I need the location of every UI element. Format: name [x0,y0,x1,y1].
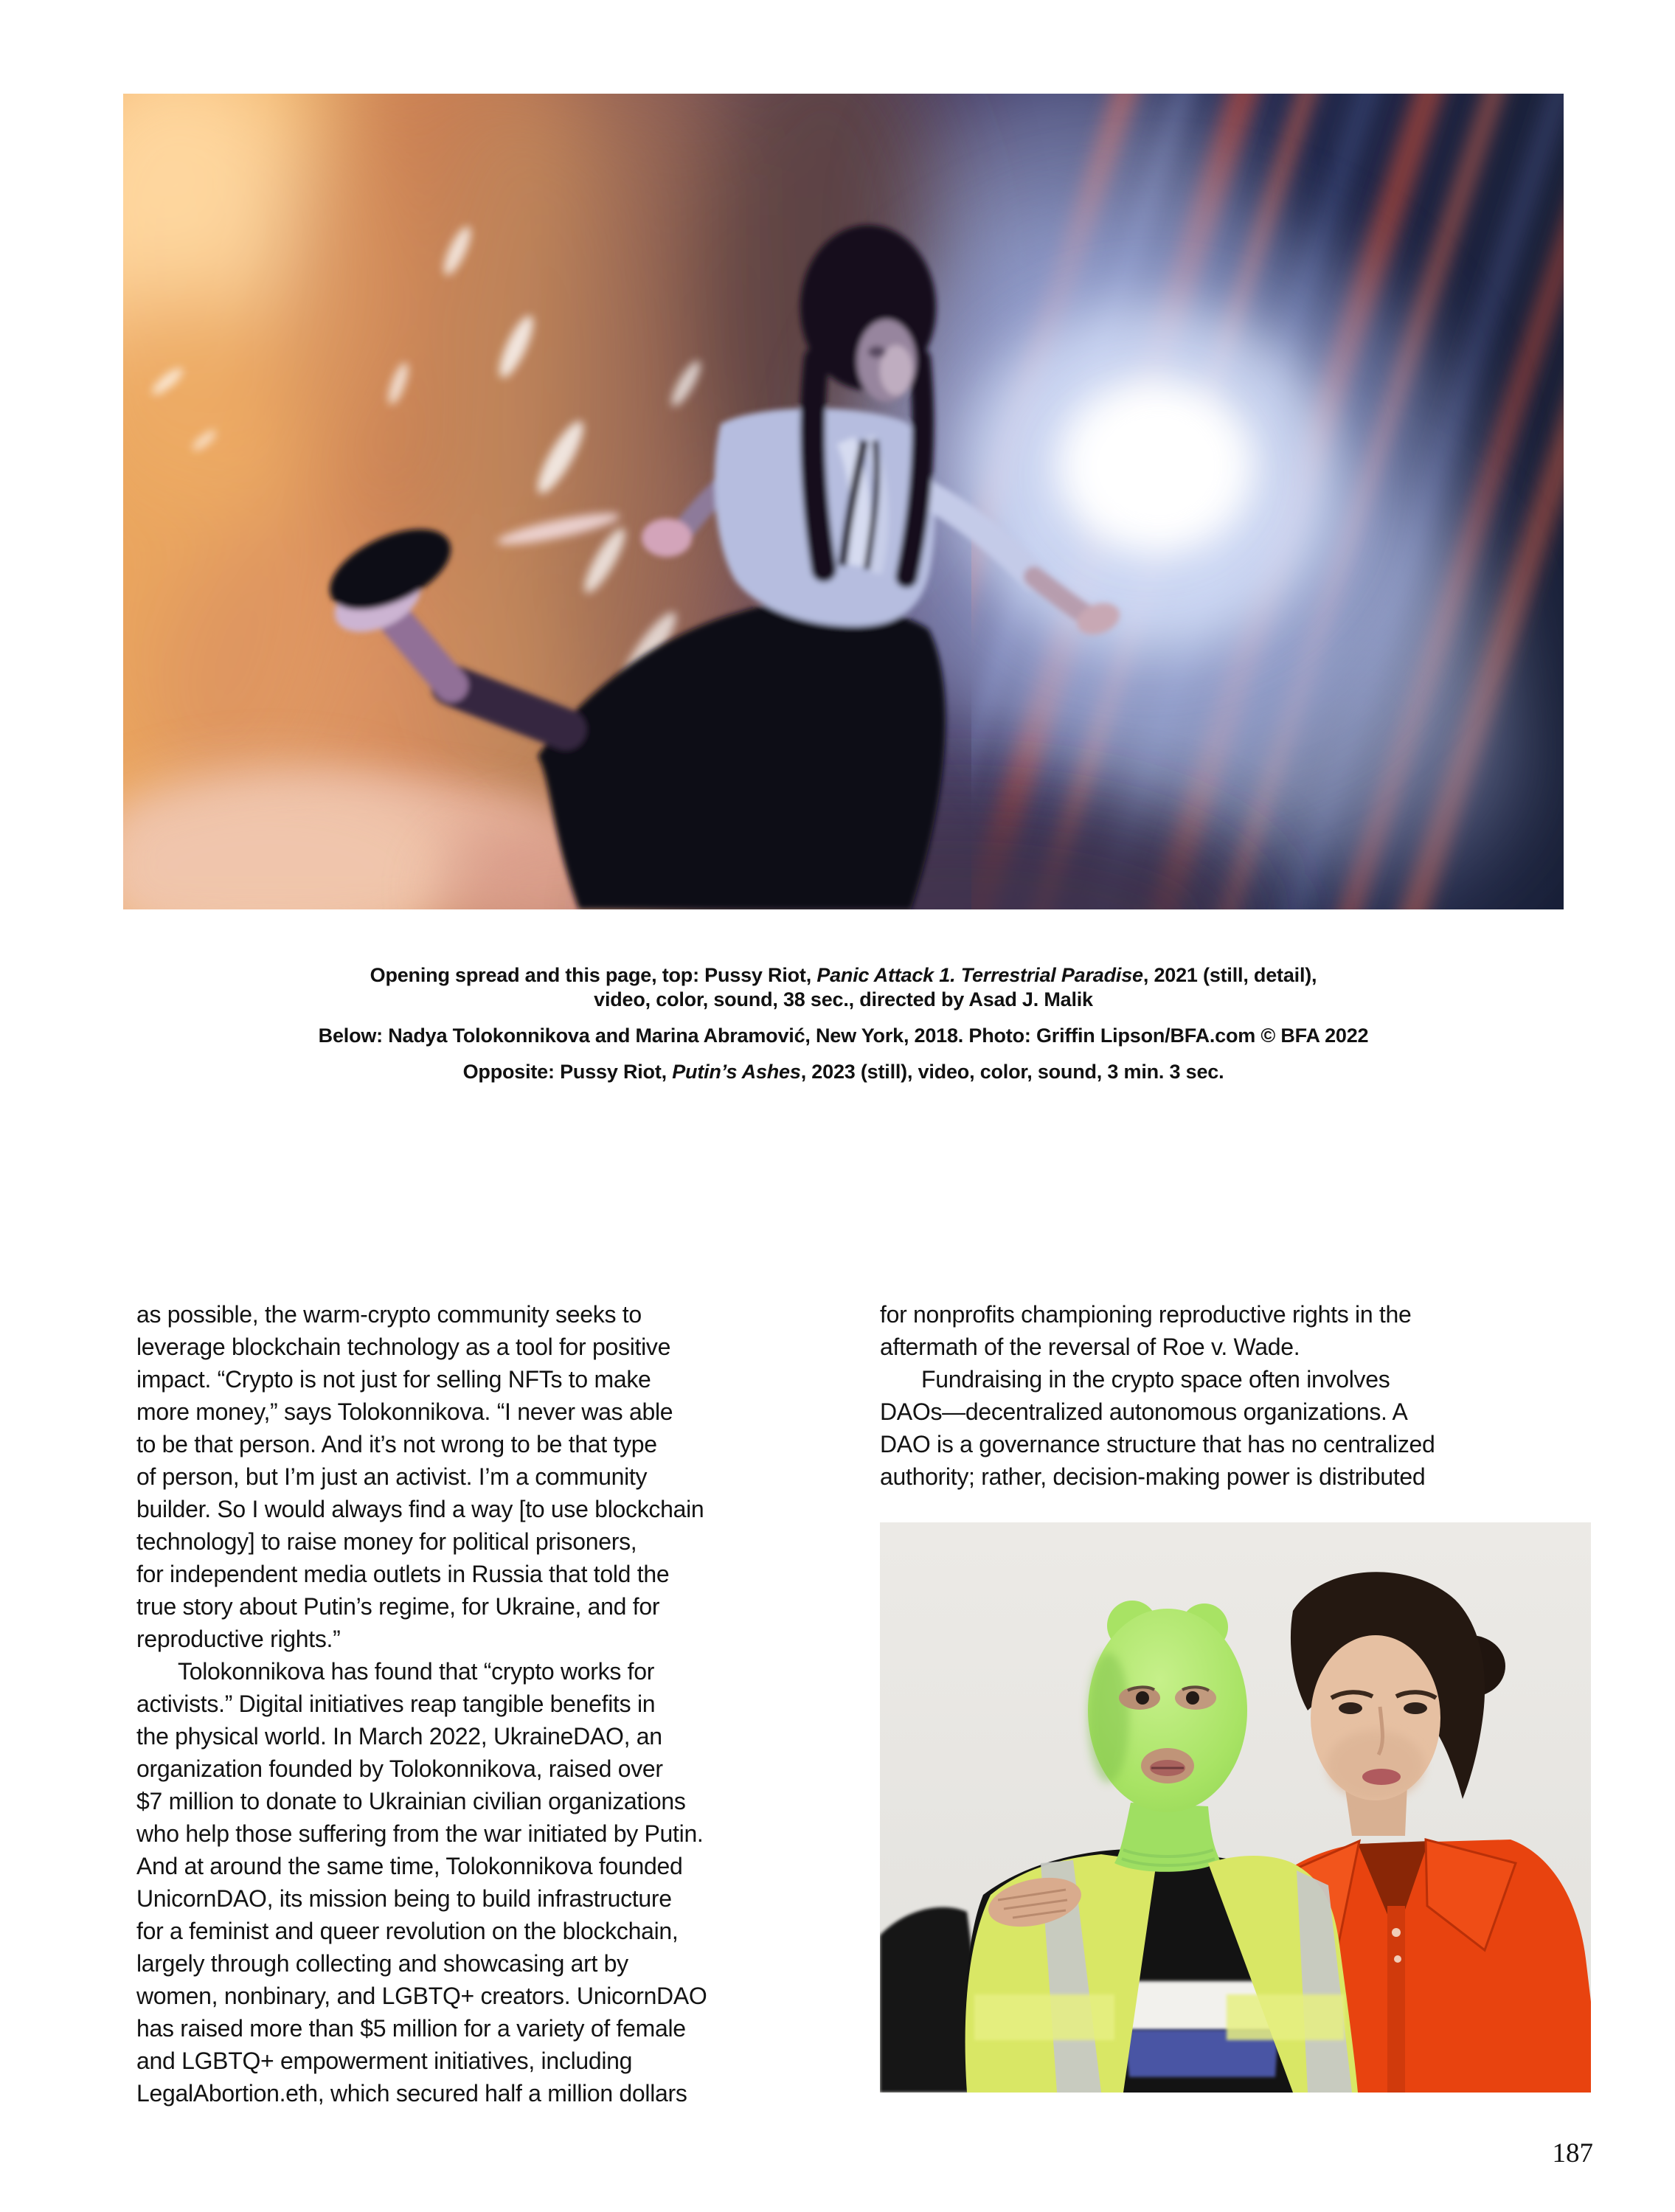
body-text-line: more money,” says Tolokonnikova. “I never was able [136,1398,673,1425]
caption-line: Opposite: Pussy Riot, Putin’s Ashes, 2023 (still), video, color, sound, 3 min. 3 sec. [462,1061,1224,1083]
body-text-line: $7 million to donate to Ukrainian civilian organizations [136,1788,686,1814]
body-right-column [880,1298,1591,2093]
body-right-lines [880,1298,1591,1493]
body-text-line: authority; rather, decision-making power is distributed [880,1463,1426,1490]
body-text-line: Fundraising in the crypto space often involves [921,1366,1390,1393]
body-text-line: Tolokonnikova has found that “crypto works for [178,1658,655,1685]
bottom-photo-illustration [880,1522,1591,2093]
body-text-line: as possible, the warm-crypto community seeks to [136,1301,642,1328]
body-text-line: reproductive rights.” [136,1626,341,1652]
caption-line: video, color, sound, 38 sec., directed by Asad J. Malik [594,988,1093,1010]
body-text-line: leverage blockchain technology as a tool for positive [136,1334,671,1360]
body-text-line: for a feminist and queer revolution on the blockchain, [136,1918,679,1944]
body-text-line: to be that person. And it’s not wrong to be that type [136,1431,657,1457]
body-text-line: DAOs—decentralized autonomous organizations. A [880,1398,1408,1425]
body-text-line: of person, but I’m just an activist. I’m a community [136,1463,648,1490]
body-text-line: LegalAbortion.eth, which secured half a million dollars [136,2080,687,2107]
caption-below [123,1024,1564,1048]
body-text-line: for nonprofits championing reproductive rights in the [880,1301,1412,1328]
body-text-line: for independent media outlets in Russia that told the [136,1561,670,1587]
caption-opposite [123,1060,1564,1084]
body-text-line: true story about Putin’s regime, for Ukraine, and for [136,1593,660,1620]
top-artwork-illustration [123,94,1564,909]
caption-top [123,963,1564,1012]
body-text-line: the physical world. In March 2022, UkraineDAO, an [136,1723,662,1750]
body-text-line: activists.” Digital initiatives reap tangible benefits in [136,1691,656,1717]
body-text-line: and LGBTQ+ empowerment initiatives, including [136,2048,633,2074]
body-left-column [136,1298,836,2109]
body-text-line: who help those suffering from the war initiated by Putin. [136,1820,704,1847]
body-text-line: largely through collecting and showcasing art by [136,1950,628,1977]
body-text-line: women, nonbinary, and LGBTQ+ creators. UnicornDAO [136,1983,707,2009]
caption-line: Opening spread and this page, top: Pussy Riot, Panic Attack 1. Terrestrial Paradise, 2021 (still, detail), [370,964,1317,986]
body-text-line: impact. “Crypto is not just for selling NFTs to make [136,1366,651,1393]
caption-block [123,963,1564,1084]
body-text-line: DAO is a governance structure that has no centralized [880,1431,1435,1457]
body-text-line: UnicornDAO, its mission being to build infrastructure [136,1885,672,1912]
page-number: 187 [1552,2138,1593,2168]
caption-line: Below: Nadya Tolokonnikova and Marina Abramović, New York, 2018. Photo: Griffin Lipson/BFA.com © BFA 2022 [318,1024,1369,1047]
body-text-line: And at around the same time, Tolokonnikova founded [136,1853,683,1879]
bottom-photo-image [880,1522,1591,2093]
body-text-line: builder. So I would always find a way [to use blockchain [136,1496,704,1522]
body-text-line: aftermath of the reversal of Roe v. Wade. [880,1334,1300,1360]
body-text-line: organization founded by Tolokonnikova, raised over [136,1755,663,1782]
top-artwork-image [123,94,1564,909]
body-text-line: technology] to raise money for political prisoners, [136,1528,637,1555]
body-text-line: has raised more than $5 million for a variety of female [136,2015,686,2042]
